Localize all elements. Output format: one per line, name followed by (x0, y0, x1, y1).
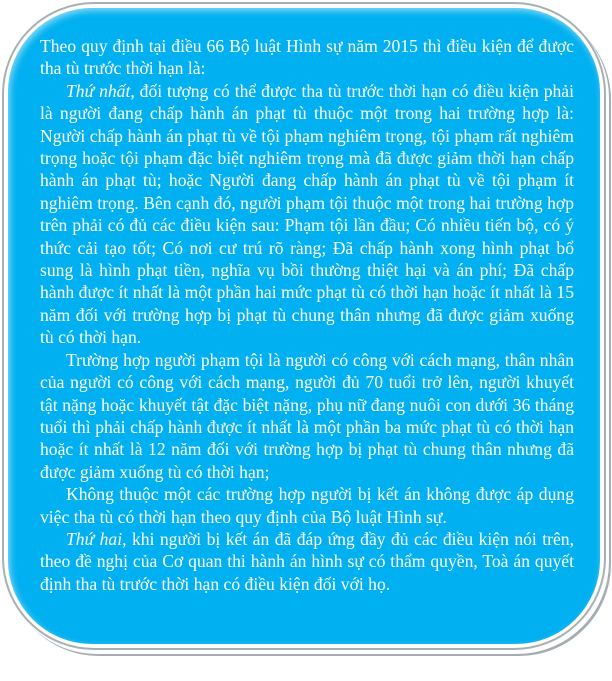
legal-text-block (8, 8, 600, 595)
rounded-card (2, 2, 606, 650)
paragraph-text: , khi người bị kết án đã đáp ứng đầy đủ các điều kiện nói trên, theo đề nghị của Cơ quan thi hành án hình sự có thẩm quyền, Toà án quyết định tha tù trước thời hạn có điều kiện đối với họ. (40, 528, 575, 594)
paragraph-second-condition (40, 528, 574, 595)
paragraph-exclusions (40, 483, 574, 528)
paragraph-lead: Thứ hai (66, 528, 123, 549)
paragraph-intro (40, 35, 574, 80)
paragraph-lead: Thứ nhất (66, 80, 131, 101)
paragraph-text: Trường hợp người phạm tội là người có công với cách mạng, thân nhân của người có công với cách mạng, người đủ 70 tuổi trở lên, người khuyết tật nặng hoặc khuyết tật đặc biệt nặng, phụ nữ đang nuôi con dưới 36 tháng tuổi thì phải chấp hành được ít nhất là một phần ba mức phạt tù có thời hạn hoặc ít nhất là 12 năm đối với trường hợp bị phạt tù chung thân nhưng đã được giảm xuống tù có thời hạn; (40, 349, 574, 482)
paragraph-text: Theo quy định tại điều 66 Bộ luật Hình sự năm 2015 thì điều kiện để được tha tù trước thời hạn là: (40, 36, 574, 79)
paragraph-first-condition (40, 80, 574, 349)
paragraph-text: , đối tượng có thể được tha tù trước thời hạn có điều kiện phải là người đang chấp hành án phạt tù thuộc một trong hai trường hợp là: Người chấp hành án phạt tù về tội phạm nghiêm trọng, tội phạm rất nghiêm trọng hoặc tội phạm đặc biệt nghiêm trọng mà đã được giảm thời hạn chấp hành án phạt tù; hoặc Người đang chấp hành án phạt tù về tội phạm ít nghiêm trọng. Bên cạnh đó, người phạm tội thuộc một trong hai trường hợp trên phải có đủ các điều kiện sau: Phạm tội lần đầu; Có nhiều tiến bộ, có ý thức cải tạo tốt; Có nơi cư trú rõ ràng; Đã chấp hành xong hình phạt bổ sung là hình phạt tiền, nghĩa vụ bồi thường thiệt hại và án phí; Đã chấp hành được ít nhất là một phần hai mức phạt tù có thời hạn hoặc ít nhất là 15 năm đối với trường hợp bị phạt tù chung thân nhưng đã được giảm xuống tù có thời hạn. (40, 80, 574, 348)
blue-panel (8, 8, 600, 644)
paragraph-special-cases (40, 349, 574, 483)
paragraph-text: Không thuộc một các trường hợp người bị kết án không được áp dụng việc tha tù có thời hạn theo quy định của Bộ luật Hình sự. (40, 484, 574, 527)
